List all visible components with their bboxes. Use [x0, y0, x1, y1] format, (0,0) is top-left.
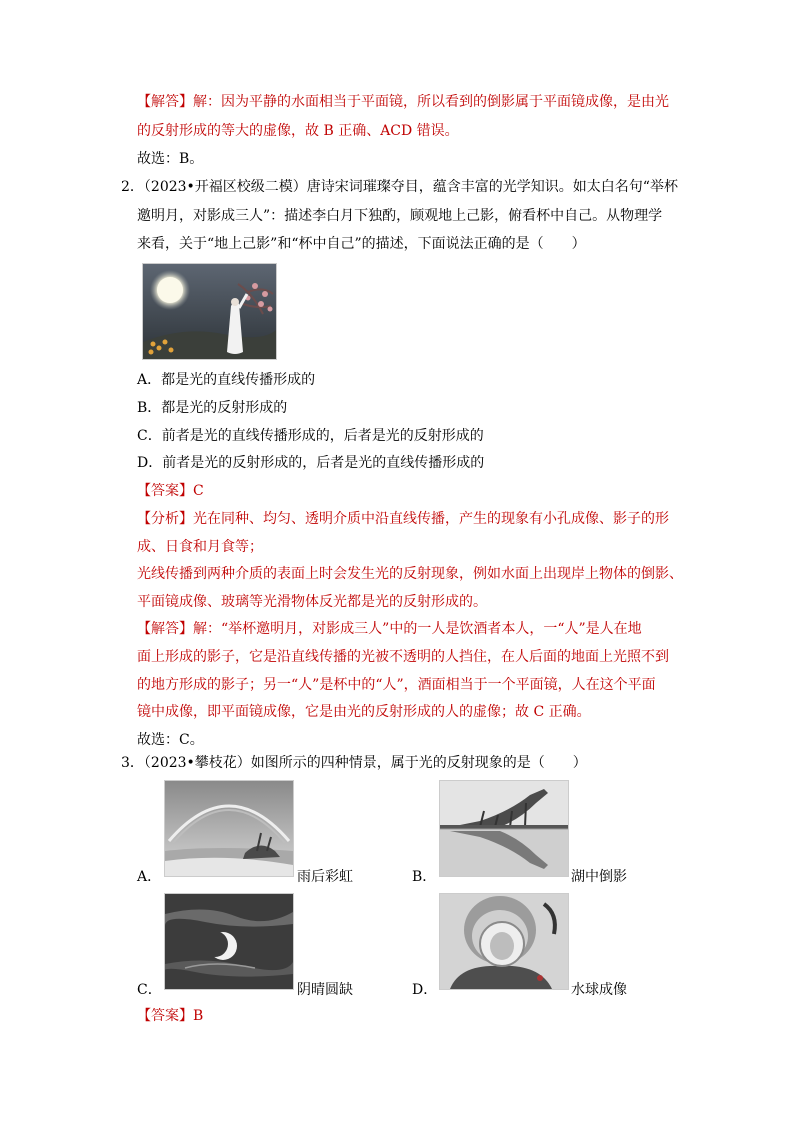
q3-option-a-letter: A．	[137, 869, 162, 885]
q3-stem: 3．（2023•攀枝花）如图所示的四种情景，属于光的反射现象的是（ ）	[121, 755, 587, 771]
rainbow-image	[164, 780, 294, 877]
q1-solution-line2: 的反射形成的等大的虚像，故 B 正确、ACD 错误。	[137, 123, 459, 139]
q2-stem-line3: 来看，关于“地上己影”和“杯中自己”的描述，下面说法正确的是（ ）	[137, 236, 586, 252]
q3-option-c-caption: 阴晴圆缺	[297, 982, 353, 998]
q2-solution-line4: 镜中成像，即平面镜成像，它是由光的反射形成的人的虚像；故 C 正确。	[137, 704, 591, 720]
q3-option-a-caption: 雨后彩虹	[297, 869, 353, 885]
q2-stem-line2: 邀明月，对影成三人”：描述李白月下独酌，顾观地上己影，俯看杯中自己。从物理学	[137, 208, 663, 224]
q3-option-d-letter: D．	[412, 982, 438, 998]
q1-choose: 故选：B。	[137, 151, 204, 167]
q3-option-b-letter: B．	[412, 869, 437, 885]
q2-analysis-line3: 光线传播到两种介质的表面上时会发生光的反射现象，例如水面上出现岸上物体的倒影、	[137, 566, 683, 582]
q3-option-d-caption: 水球成像	[571, 982, 627, 998]
lake-reflection-image	[439, 780, 569, 877]
q2-option-c: C．前者是光的直线传播形成的，后者是光的反射形成的	[137, 428, 484, 444]
q2-analysis-line2: 成、日食和月食等；	[137, 539, 263, 555]
q2-option-b: B．都是光的反射形成的	[137, 400, 288, 416]
q3-option-c-letter: C．	[137, 982, 162, 998]
q2-stem-line1: 2．（2023•开福区校级二模）唐诗宋词璀璨夺目，蕴含丰富的光学知识。如太白名句“举杯	[121, 179, 678, 195]
q2-analysis-line4: 平面镜成像、玻璃等光滑物体反光都是光的反射形成的。	[137, 594, 487, 610]
q2-solution-line1: 【解答】解：“举杯邀明月，对影成三人”中的一人是饮酒者本人，一“人”是人在地	[137, 621, 642, 637]
q2-answer: 【答案】C	[137, 483, 204, 499]
moon-phase-image	[164, 893, 294, 990]
poet-moon-image	[142, 263, 277, 360]
q2-option-d: D．前者是光的反射形成的，后者是光的直线传播形成的	[137, 455, 485, 471]
q2-analysis-line1: 【分析】光在同种、均匀、透明介质中沿直线传播，产生的现象有小孔成像、影子的形	[137, 511, 669, 527]
q1-solution-line1: 【解答】解：因为平静的水面相当于平面镜，所以看到的倒影属于平面镜成像，是由光	[137, 94, 669, 110]
q2-solution-line3: 的地方形成的影子；另一“人”是杯中的“人”，酒面相当于一个平面镜，人在这个平面	[137, 677, 656, 693]
q3-option-b-caption: 湖中倒影	[571, 869, 627, 885]
water-ball-image	[439, 893, 569, 990]
q3-answer: 【答案】B	[137, 1008, 204, 1024]
q2-choose: 故选：C。	[137, 732, 204, 748]
q2-option-a: A．都是光的直线传播形成的	[137, 372, 316, 388]
q2-solution-line2: 面上形成的影子，它是沿直线传播的光被不透明的人挡住，在人后面的地面上光照不到	[137, 649, 669, 665]
